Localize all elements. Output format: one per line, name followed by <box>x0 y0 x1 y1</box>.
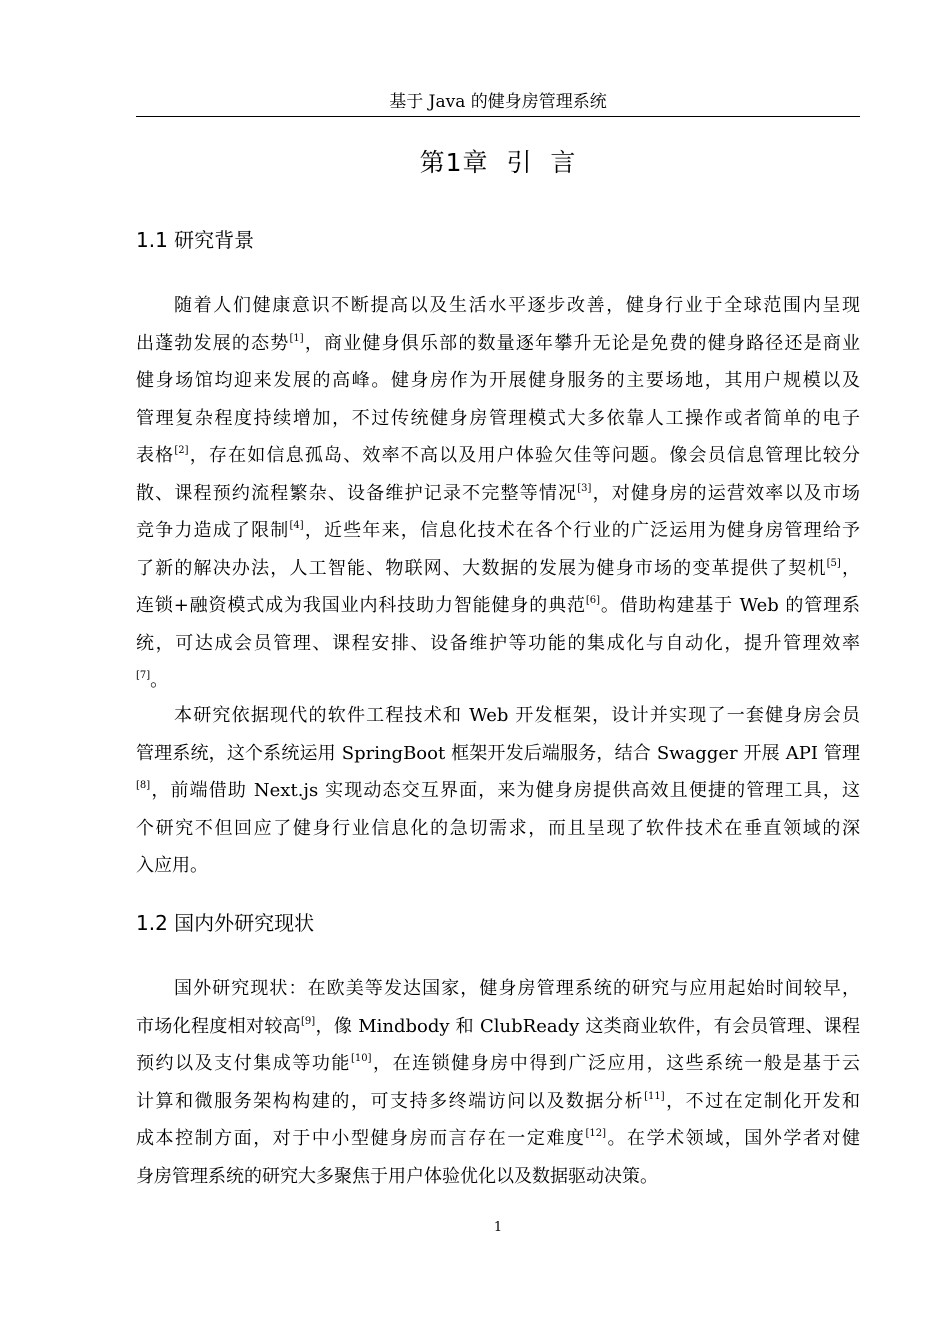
text-line: 入应用。 <box>136 855 208 876</box>
section-heading-1-1: 1.1 研究背景 <box>136 228 255 252</box>
citation-ref: [12] <box>585 1128 606 1139</box>
text-line: 表格[2]，存在如信息孤岛、效率不高以及用户体验欠佳等问题。像会员信息管理比较分 <box>136 445 860 466</box>
section-heading-1-2: 1.2 国内外研究现状 <box>136 911 315 935</box>
citation-ref: [9] <box>301 1015 316 1027</box>
text-line: 竞争力造成了限制[4]，近些年来，信息化技术在各个行业的广泛运用为健身房管理给予 <box>136 520 860 541</box>
chapter-title: 第1章 引 言 <box>419 148 577 177</box>
text-line: 预约以及支付集成等功能[10]，在连锁健身房中得到广泛应用，这些系统一般是基于云 <box>136 1053 860 1074</box>
paragraph-research-background-2 <box>136 697 860 885</box>
citation-ref: [6] <box>585 595 601 606</box>
running-header: 基于 Java 的健身房管理系统 <box>389 92 607 112</box>
citation-ref: [8] <box>136 780 151 791</box>
text-line: 个研究不但回应了健身行业信息化的急切需求，而且呈现了软件技术在垂直领域的深 <box>136 817 860 839</box>
text-line: 散、课程预约流程繁杂、设备维护记录不完整等情况[3]，对健身房的运营效率以及市场 <box>136 482 860 504</box>
citation-ref: [7] <box>136 670 151 681</box>
text-line: 出蓬勃发展的态势[1]，商业健身俱乐部的数量逐年攀升无论是免费的健身路径还是商业 <box>136 332 860 354</box>
text-line: [8]，前端借助 Next.js 实现动态交互界面，来为健身房提供高效且便捷的管理工具，这 <box>136 780 860 801</box>
text-line: 管理系统，这个系统运用 SpringBoot 框架开发后端服务，结合 Swagger 开展 API 管理 <box>136 742 860 764</box>
citation-ref: [1] <box>289 332 304 344</box>
paragraph-research-background-1 <box>136 287 860 700</box>
text-line: 成本控制方面，对于中小型健身房而言存在一定难度[12]。在学术领域，国外学者对健 <box>136 1128 860 1149</box>
citation-ref: [11] <box>644 1090 665 1102</box>
text-line: [7]。 <box>136 670 169 691</box>
text-line: 国外研究现状：在欧美等发达国家，健身房管理系统的研究与应用起始时间较早， <box>174 978 860 999</box>
citation-ref: [10] <box>350 1053 372 1064</box>
text-line: 市场化程度相对较高[9]，像 Mindbody 和 ClubReady 这类商业软件，有会员管理、课程 <box>136 1015 860 1037</box>
page-number: 1 <box>493 1220 503 1235</box>
text-line: 随着人们健康意识不断提高以及生活水平逐步改善，健身行业于全球范围内呈现 <box>174 295 860 316</box>
citation-ref: [4] <box>289 520 304 531</box>
text-line: 连锁+融资模式成为我国业内科技助力智能健身的典范[6]。借助构建基于 Web 的管理系 <box>136 595 860 616</box>
text-line: 管理复杂程度持续增加，不过传统健身房管理模式大多依靠人工操作或者简单的电子 <box>136 407 860 429</box>
citation-ref: [3] <box>577 482 592 494</box>
text-line: 本研究依据现代的软件工程技术和 Web 开发框架，设计并实现了一套健身房会员 <box>174 705 860 726</box>
text-line: 统，可达成会员管理、课程安排、设备维护等功能的集成化与自动化，提升管理效率 <box>136 632 860 654</box>
text-line: 计算和微服务架构构建的，可支持多终端访问以及数据分析[11]，不过在定制化开发和 <box>136 1090 860 1112</box>
paragraph-research-status <box>136 970 860 1195</box>
text-line: 健身场馆均迎来发展的高峰。健身房作为开展健身服务的主要场地，其用户规模以及 <box>136 370 860 391</box>
citation-ref: [2] <box>174 445 189 456</box>
citation-ref: [5] <box>826 557 841 569</box>
text-line: 了新的解决办法，人工智能、物联网、大数据的发展为健身市场的变革提供了契机[5]， <box>136 557 860 579</box>
text-line: 身房管理系统的研究大多聚焦于用户体验优化以及数据驱动决策。 <box>136 1165 658 1187</box>
header-rule <box>136 116 860 117</box>
